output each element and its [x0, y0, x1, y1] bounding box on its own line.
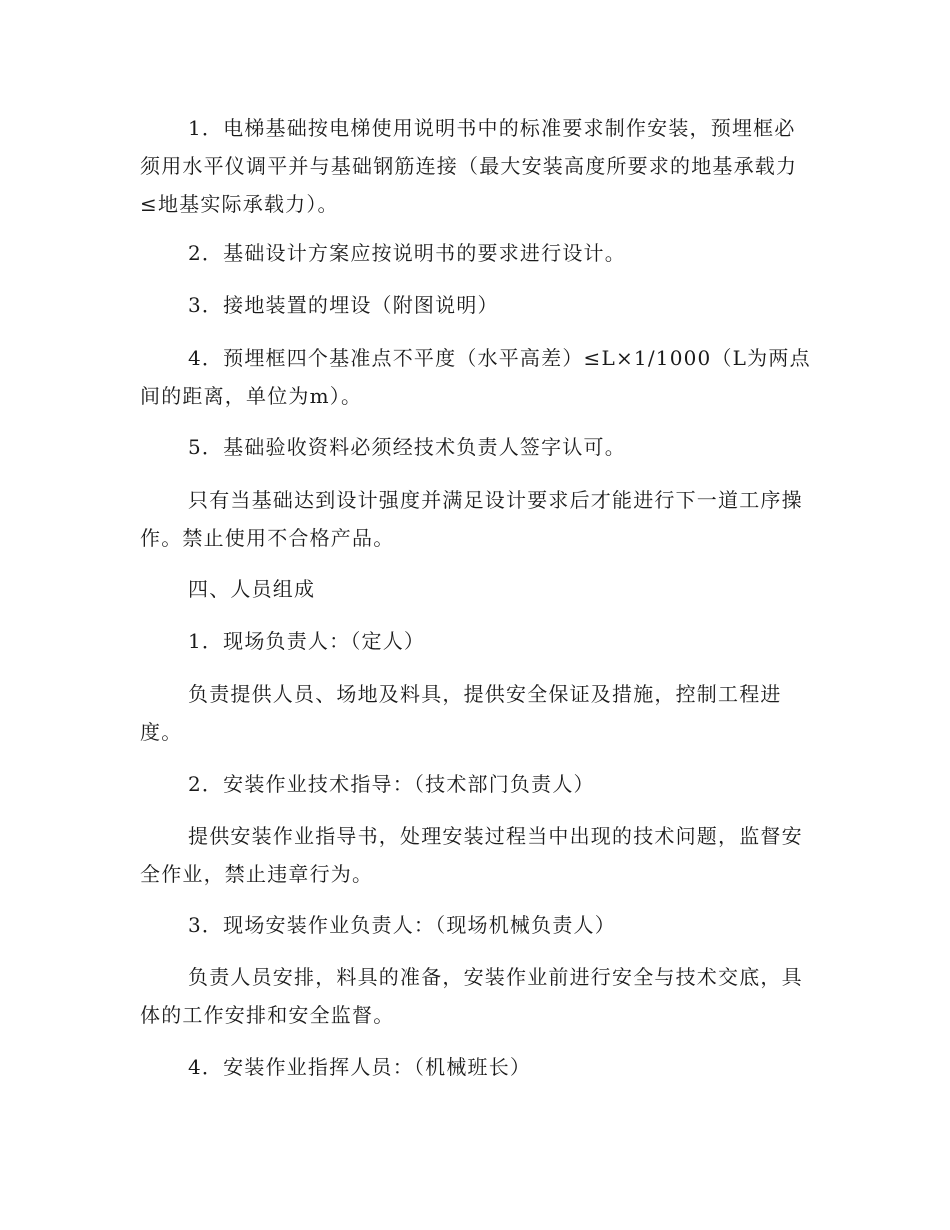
paragraph-flatness-tolerance: 4．预埋框四个基准点不平度（水平高差）≤L×1/1000（L为两点间的距离，单位为m）。: [140, 346, 811, 408]
paragraph-site-manager-duties: 负责提供人员、场地及料具，提供安全保证及措施，控制工程进度。: [140, 682, 782, 744]
paragraph-grounding-device: 3．接地装置的埋设（附图说明）: [188, 293, 499, 317]
section-heading-personnel: 四、人员组成: [188, 577, 316, 601]
paragraph-installation-lead: 3．现场安装作业负责人：（现场机械负责人）: [188, 913, 616, 937]
paragraph-foundation-installation: 1．电梯基础按电梯使用说明书中的标准要求制作安装，预埋框必须用水平仪调平并与基础钢筋连接（最大安装高度所要求的地基承载力≤地基实际承载力）。: [140, 116, 798, 216]
paragraph-site-manager: 1．现场负责人：（定人）: [188, 629, 426, 653]
paragraph-next-process: 只有当基础达到设计强度并满足设计要求后才能进行下一道工序操作。禁止使用不合格产品。: [140, 488, 803, 550]
paragraph-technical-guidance-duties: 提供安装作业指导书，处理安装过程当中出现的技术问题，监督安全作业，禁止违章行为。: [140, 824, 803, 886]
paragraph-installation-commander: 4．安装作业指挥人员：（机械班长）: [188, 1055, 532, 1079]
paragraph-foundation-design: 2．基础设计方案应按说明书的要求进行设计。: [188, 241, 626, 265]
paragraph-acceptance-docs: 5．基础验收资料必须经技术负责人签字认可。: [188, 435, 626, 459]
paragraph-installation-lead-duties: 负责人员安排，料具的准备，安装作业前进行安全与技术交底，具体的工作安排和安全监督。: [140, 965, 803, 1027]
paragraph-technical-guidance: 2．安装作业技术指导：（技术部门负责人）: [188, 772, 595, 796]
